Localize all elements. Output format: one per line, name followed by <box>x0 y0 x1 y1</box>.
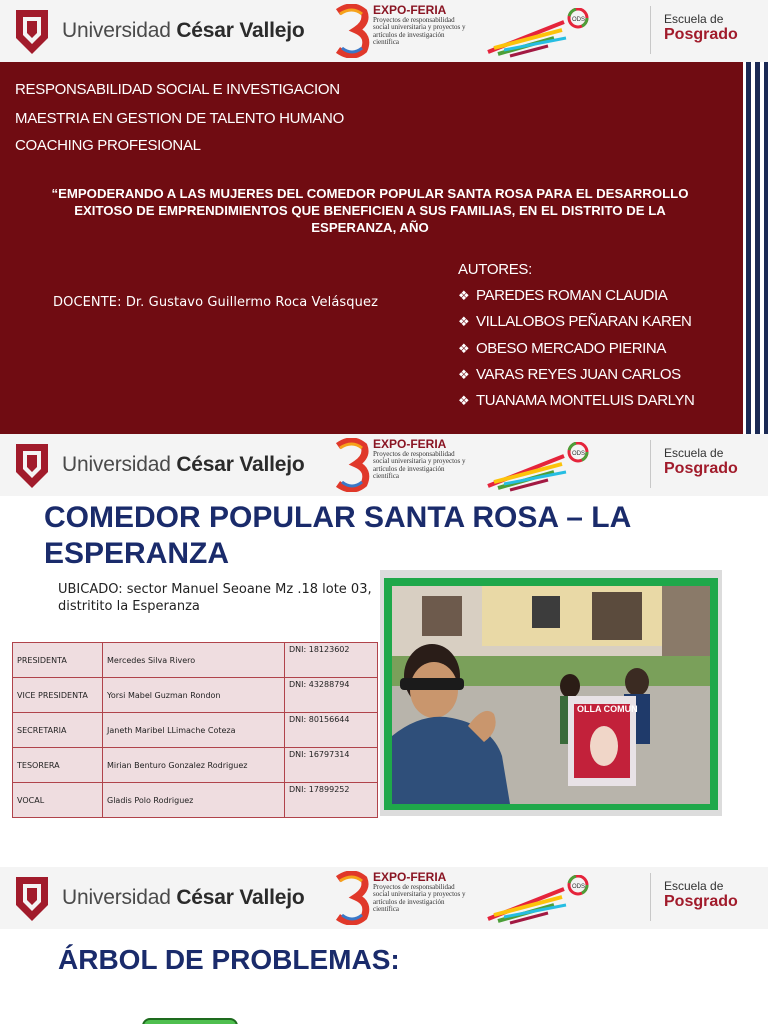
ods-label: ODS <box>572 451 586 457</box>
ucv-shield-icon <box>14 875 50 921</box>
university-name: Universidad César Vallejo <box>62 453 305 476</box>
dni-cell: DNI: 43288794 <box>285 678 378 713</box>
ods-arrows-icon <box>484 875 596 925</box>
escuela-posgrado-logo <box>664 879 738 910</box>
role-cell: VOCAL <box>13 783 103 818</box>
number-three-icon <box>334 871 370 925</box>
role-cell: TESORERA <box>13 748 103 783</box>
expo-title: EXPO-FERIA <box>373 437 447 451</box>
author-item: ❖ VARAS REYES JUAN CARLOS <box>458 362 695 388</box>
diagram-node <box>142 1018 238 1024</box>
banner-divider <box>650 873 651 921</box>
olla-comun-banner-text: OLLA COMUN <box>577 704 638 714</box>
dni-cell: DNI: 18123602 <box>285 643 378 678</box>
escuela-line2: Posgrado <box>664 460 738 477</box>
escuela-line1: Escuela de <box>664 12 724 26</box>
header-banner <box>0 434 768 496</box>
banner-divider <box>650 440 651 488</box>
expo-subtitle: Proyectos de responsabilidad social universitaria y proyectos y artículos de investigación científica <box>373 883 466 914</box>
comedor-photo <box>380 570 722 816</box>
role-cell: SECRETARIA <box>13 713 103 748</box>
number-three-icon <box>334 4 370 58</box>
dni-cell: DNI: 80156644 <box>285 713 378 748</box>
ods-label: ODS <box>572 17 586 23</box>
ucv-logo <box>14 8 304 54</box>
diamond-bullet-icon: ❖ <box>458 288 470 303</box>
table-row <box>13 783 378 818</box>
cover-slide <box>0 62 768 434</box>
banner-divider <box>650 6 651 54</box>
diamond-bullet-icon: ❖ <box>458 340 470 356</box>
role-cell: PRESIDENTA <box>13 643 103 678</box>
ucv-shield-icon <box>14 8 50 54</box>
escuela-line1: Escuela de <box>664 446 724 460</box>
ucv-logo <box>14 875 304 921</box>
docente-label: DOCENTE: Dr. Gustavo Guillermo Roca Velásquez <box>53 295 378 310</box>
photo-illustration <box>392 586 710 804</box>
expo-feria-logo <box>334 4 471 58</box>
ucv-logo <box>14 442 304 488</box>
dni-cell: DNI: 17899252 <box>285 783 378 818</box>
table-row <box>13 643 378 678</box>
header-line-2: MAESTRIA EN GESTION DE TALENTO HUMANO <box>15 110 344 127</box>
location-line-2: distritito la Esperanza <box>58 599 200 614</box>
university-name: Universidad César Vallejo <box>62 886 305 909</box>
ods-label: ODS <box>572 884 586 890</box>
expo-feria-logo <box>334 438 471 492</box>
name-cell: Mercedes Silva Rivero <box>103 643 285 678</box>
escuela-posgrado-logo <box>664 446 738 477</box>
author-item: ❖ VILLALOBOS PEÑARAN KAREN <box>458 309 695 335</box>
escuela-line1: Escuela de <box>664 879 724 893</box>
expo-subtitle: Proyectos de responsabilidad social universitaria y proyectos y artículos de investigación científica <box>373 16 466 47</box>
university-name: Universidad César Vallejo <box>62 19 305 42</box>
diamond-bullet-icon: ❖ <box>458 314 470 330</box>
decorative-stripes <box>738 62 768 434</box>
diamond-bullet-icon: ❖ <box>458 393 470 409</box>
table-row <box>13 713 378 748</box>
escuela-posgrado-logo <box>664 12 738 43</box>
arbol-problemas-title: ÁRBOL DE PROBLEMAS: <box>58 944 400 975</box>
role-cell: VICE PRESIDENTA <box>13 678 103 713</box>
autores-label: AUTORES: <box>458 261 533 278</box>
diamond-bullet-icon: ❖ <box>458 366 470 382</box>
expo-title: EXPO-FERIA <box>373 870 447 884</box>
dni-cell: DNI: 16797314 <box>285 748 378 783</box>
number-three-icon <box>334 438 370 492</box>
table-row <box>13 678 378 713</box>
header-line-3: COACHING PROFESIONAL <box>15 137 201 154</box>
name-cell: Yorsi Mabel Guzman Rondon <box>103 678 285 713</box>
location-text <box>58 581 372 615</box>
expo-title: EXPO-FERIA <box>373 3 447 17</box>
escuela-line2: Posgrado <box>664 26 738 43</box>
expo-feria-logo <box>334 871 471 925</box>
ods-arrows-icon <box>484 442 596 492</box>
name-cell: Janeth Maribel LLimache Coteza <box>103 713 285 748</box>
ucv-shield-icon <box>14 442 50 488</box>
author-item: ❖ OBESO MERCADO PIERINA <box>458 336 695 362</box>
author-item: ❖ TUANAMA MONTELUIS DARLYN <box>458 388 695 414</box>
location-line-1: UBICADO: sector Manuel Seoane Mz .18 lote 03, <box>58 582 372 597</box>
name-cell: Gladis Polo Rodriguez <box>103 783 285 818</box>
project-title: “EMPODERANDO A LAS MUJERES DEL COMEDOR POPULAR SANTA ROSA PARA EL DESARROLLO EXITOSO DE EMPRENDIMIENTOS QUE BENEFICIEN A SUS FAMILIAS, EN EL DISTRITO DE LA ESPERANZA, AÑO <box>51 186 689 235</box>
header-banner <box>0 867 768 929</box>
ods-arrows-icon <box>484 8 596 58</box>
authors-list <box>458 283 695 414</box>
comedor-title: COMEDOR POPULAR SANTA ROSA – LA ESPERANZA <box>44 501 631 570</box>
header-line-1: RESPONSABILIDAD SOCIAL E INVESTIGACION <box>15 81 340 98</box>
board-table <box>12 642 378 818</box>
name-cell: Mirian Benturo Gonzalez Rodriguez <box>103 748 285 783</box>
table-row <box>13 748 378 783</box>
escuela-line2: Posgrado <box>664 893 738 910</box>
expo-subtitle: Proyectos de responsabilidad social universitaria y proyectos y artículos de investigación científica <box>373 450 466 481</box>
author-item: ❖ PAREDES ROMAN CLAUDIA <box>458 283 695 309</box>
header-banner <box>0 0 768 62</box>
